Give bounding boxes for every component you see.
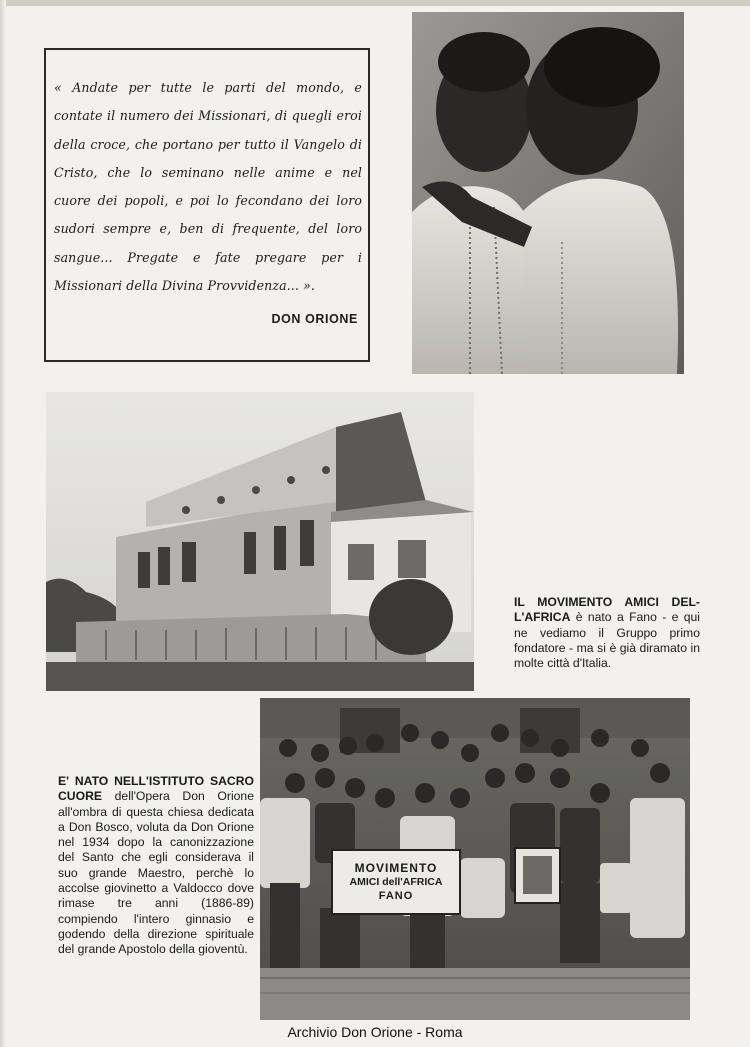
group-sign-line3: FANO bbox=[378, 890, 414, 902]
caption-movimento-heading: IL MOVIMENTO AMICI DEL-L'AFRICA bbox=[514, 595, 700, 625]
quote-text: « Andate per tutte le parti del mondo, e contate il numero dei Missionari, di quegli eroi della croce, che portano per tutto il Vangelo di Cristo, che lo seminano nelle anime e nel cuore dei popoli, e poi lo fecondano dei loro sudori sempre e, ben di frequente, del loro sangue... Pregate e fate pregare per i Missionari della Divina Provvidenza... ». bbox=[54, 80, 362, 294]
quote-signature: DON ORIONE bbox=[271, 312, 358, 326]
caption-movimento-body: è nato a Fano - e qui ne vediamo il Gruppo primo fondatore - ma si è già diramato in molte città d'Italia. bbox=[514, 610, 700, 671]
caption-istituto-body: dell'Opera Don Orione all'ombra di questa chiesa dedicata a Don Bosco, voluta da Don Orione nel 1934 dopo la canonizzazione del Santo che egli considerava il suo grande Maestro, perchè lo accolse giovinetto a Valdocco dove rimase tre anni (1886-89) compiendo l'intero ginnasio e godendo della direzione spirituale del grande Apostolo della gioventù. bbox=[58, 789, 254, 957]
footer-archive-credit: Archivio Don Orione - Roma bbox=[287, 1024, 463, 1040]
group-sign bbox=[333, 851, 459, 913]
caption-istituto-heading: E' NATO NELL'ISTITUTO SACRO CUORE bbox=[58, 774, 254, 804]
caption-istituto bbox=[58, 774, 254, 958]
quote-box bbox=[44, 48, 370, 362]
photo-two-children bbox=[412, 12, 684, 374]
photo-church-building bbox=[46, 392, 474, 691]
group-sign-line2: AMICI dell'AFRICA bbox=[349, 876, 443, 888]
caption-movimento bbox=[514, 595, 700, 671]
photo-group-fano bbox=[260, 698, 690, 1020]
group-sign-line1: MOVIMENTO bbox=[354, 861, 438, 875]
page-edge-left bbox=[0, 0, 6, 1047]
page-edge-top bbox=[0, 0, 750, 6]
